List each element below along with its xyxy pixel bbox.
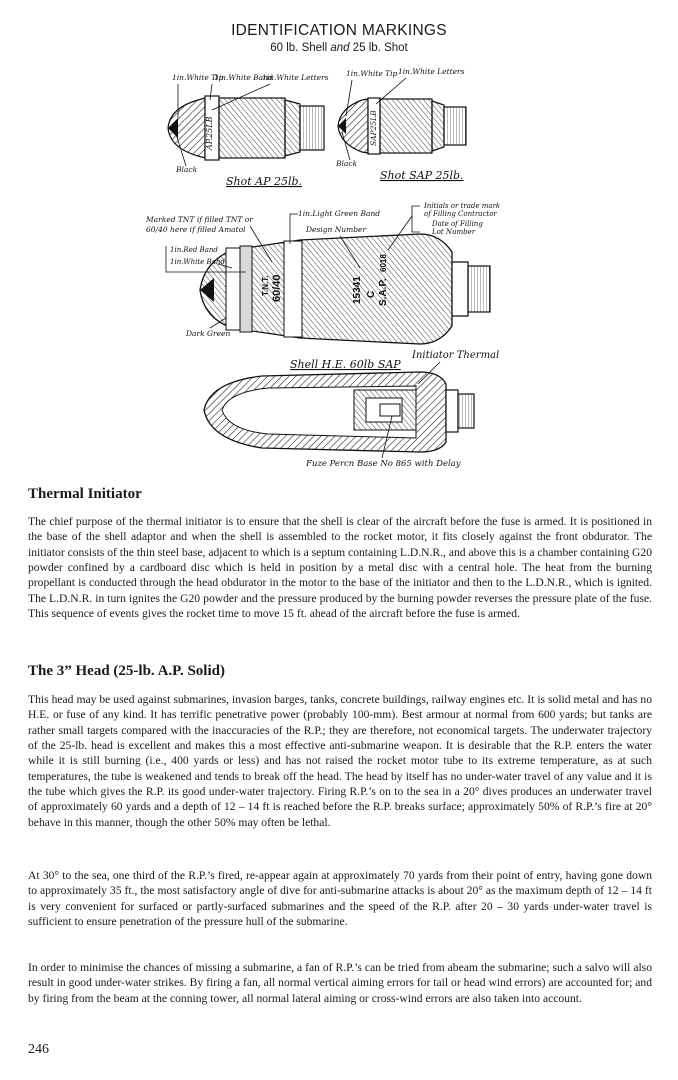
shell-label-lot: Lot Number bbox=[432, 228, 476, 236]
subtitle-part-a: 60 lb. Shell bbox=[270, 42, 331, 54]
shell-text-6040: 60/40 bbox=[271, 274, 283, 302]
shot-sap-drawing bbox=[335, 67, 466, 182]
section-label-fuze: Fuze Percn Base No 865 with Delay bbox=[306, 459, 461, 469]
shell-label-design: Design Number bbox=[306, 225, 367, 234]
section-label-initiator: Initiator Thermal bbox=[412, 350, 500, 361]
shot-sap-label-tip: 1in.White Tip bbox=[346, 69, 398, 78]
shell-text-lot: 6018 bbox=[379, 254, 388, 272]
paragraph-3in-head-2: At 30° to the sea, one third of the R.P.’s fired, re-appear again at approximately 70 yards from their point of entry, having gone down to approximately 35 ft., the most satisfactory angle of dive for anti-submarine attacks is about 20° as the maximum depth of 12 – 14 ft is very convenient for surfaced or partly-surfaced submarines and the speed of the R.P. after 20 – 30 yards under-water travel is sufficient to ensure penetration of the pressure hull of the submarine. bbox=[28, 869, 652, 929]
shell-label-date: Date of Filling bbox=[432, 220, 483, 228]
shell-text-c: C bbox=[366, 290, 377, 298]
shot-ap-label-letters: 1in.White Letters bbox=[262, 73, 329, 82]
subtitle-part-b: 25 lb. Shot bbox=[349, 42, 408, 54]
shell-he-drawing bbox=[145, 202, 500, 344]
shell-label-marked-2: 60/40 here if filled Amatol bbox=[146, 225, 246, 234]
paragraph-thermal-initiator: The chief purpose of the thermal initiator is to ensure that the shell is clear of the aircraft before the fuse is armed. It is positioned in the base of the shell adaptor and when the shell is assembled to the rocket motor, it fits closely against the front obdurator. The initiator consists of the thin steel base, adjacent to which is a septum containing L.D.N.R., and above this is a chamber containing G20 powder confined by a cardboard disc which is held in position by a metal disc with a central hole. The heat from the burning propellant is conducted through the head obdurator in the motor to the base of the initiator and then to the L.D.N.R., which is ignited. The L.D.N.R. in turn ignites the G20 powder and the pressure produced by the burning powder reverses the pressure plate of the fuse. This sequence of events gives the rocket time to move 15 ft. ahead of the aircraft before the fuse is armed. bbox=[28, 515, 652, 621]
shell-text-sap: S.A.P. bbox=[378, 278, 389, 306]
paragraph-3in-head-3: In order to minimise the chances of missing a submarine, a fan of R.P.’s can be tried from abeam the submarine; such a salvo will also result in good under-water strikes. By firing a fan, all normal vertical aiming errors for tail or head wind errors) are accounted for; and by firing from the beam at the conning tower, all normal lateral aiming or cross-wind errors are also taken into account. bbox=[28, 961, 652, 1005]
shell-label-initials-2: of Filling Contractor bbox=[424, 210, 497, 218]
shot-sap-label-letters: 1in.White Letters bbox=[398, 67, 465, 76]
identification-markings-figure bbox=[0, 0, 678, 480]
subtitle-and: and bbox=[330, 42, 350, 54]
shell-label-dark-green: Dark Green bbox=[186, 329, 231, 338]
shot-sap-caption: Shot SAP 25lb. bbox=[380, 169, 464, 182]
shell-label-marked-1: Marked TNT if filled TNT or bbox=[146, 215, 253, 224]
shot-sap-body-text: SAP25LB bbox=[369, 110, 378, 146]
paragraph-3in-head-1: This head may be used against submarines, invasion barges, tanks, concrete buildings, railway engines etc. It is solid metal and has no H.E. or fuse of any kind. It has terrific penetrative power (probably 100-mm). Best armour at normal from 600 yards; but tanks are rather small targets compared with the inaccuracies of the R.P.; they are therefore, not economical targets. The underwater trajectory of the 25-lb. head is excellent and makes this a most effective anti-submarine weapon. It is desirable that the R.P. enters the water while it is still burning (i.e., 400 yards or less) and has not raised the rocket motor tube to its extreme temperature, as at such temperatures, the tube is weakened and tends to break off the head. The head by itself has no under-water travel of any value and it is the tube which gives the R.P. its good under-water trajectory. Firing R.P.’s on to the sea in a 20° dives produces an underwater travel of approximately 60 yards and a depth of 12 – 14 ft is reached before the R.P. breaks surface; approximately 50% of R.P.’s fire at 20° behave in this manner, though the other 50% may often be lethal. bbox=[28, 693, 652, 829]
page-number: 246 bbox=[28, 1042, 49, 1057]
shell-label-initials-1: Initials or trade mark bbox=[424, 202, 501, 210]
shot-ap-drawing bbox=[168, 73, 329, 188]
shell-text-tnt: T.N.T. bbox=[261, 275, 270, 296]
shot-sap-label-black: Black bbox=[336, 159, 358, 168]
shot-ap-body-text: AP.25LB bbox=[205, 116, 214, 150]
shot-ap-label-tip: 1in.White Tip bbox=[172, 73, 224, 82]
shot-ap-caption: Shot AP 25lb. bbox=[226, 175, 303, 188]
section-heading-3in-head: The 3” Head (25-lb. A.P. Solid) bbox=[28, 663, 225, 679]
shot-ap-label-black: Black bbox=[176, 165, 198, 174]
shell-text-design-no: 15341 bbox=[352, 276, 363, 304]
shell-section-drawing bbox=[204, 350, 499, 469]
section-heading-thermal-initiator: Thermal Initiator bbox=[28, 486, 142, 502]
section-caption: Shell H.E. 60lb SAP bbox=[290, 358, 401, 371]
shot-ap-label-band: 1in.White Band bbox=[214, 73, 273, 82]
shell-label-white-band: 1in.White Band bbox=[170, 258, 225, 266]
shell-label-green-band: 1in.Light Green Band bbox=[298, 209, 381, 218]
shell-label-red-band: 1in.Red Band bbox=[170, 246, 218, 254]
page-title: IDENTIFICATION MARKINGS bbox=[231, 22, 447, 39]
